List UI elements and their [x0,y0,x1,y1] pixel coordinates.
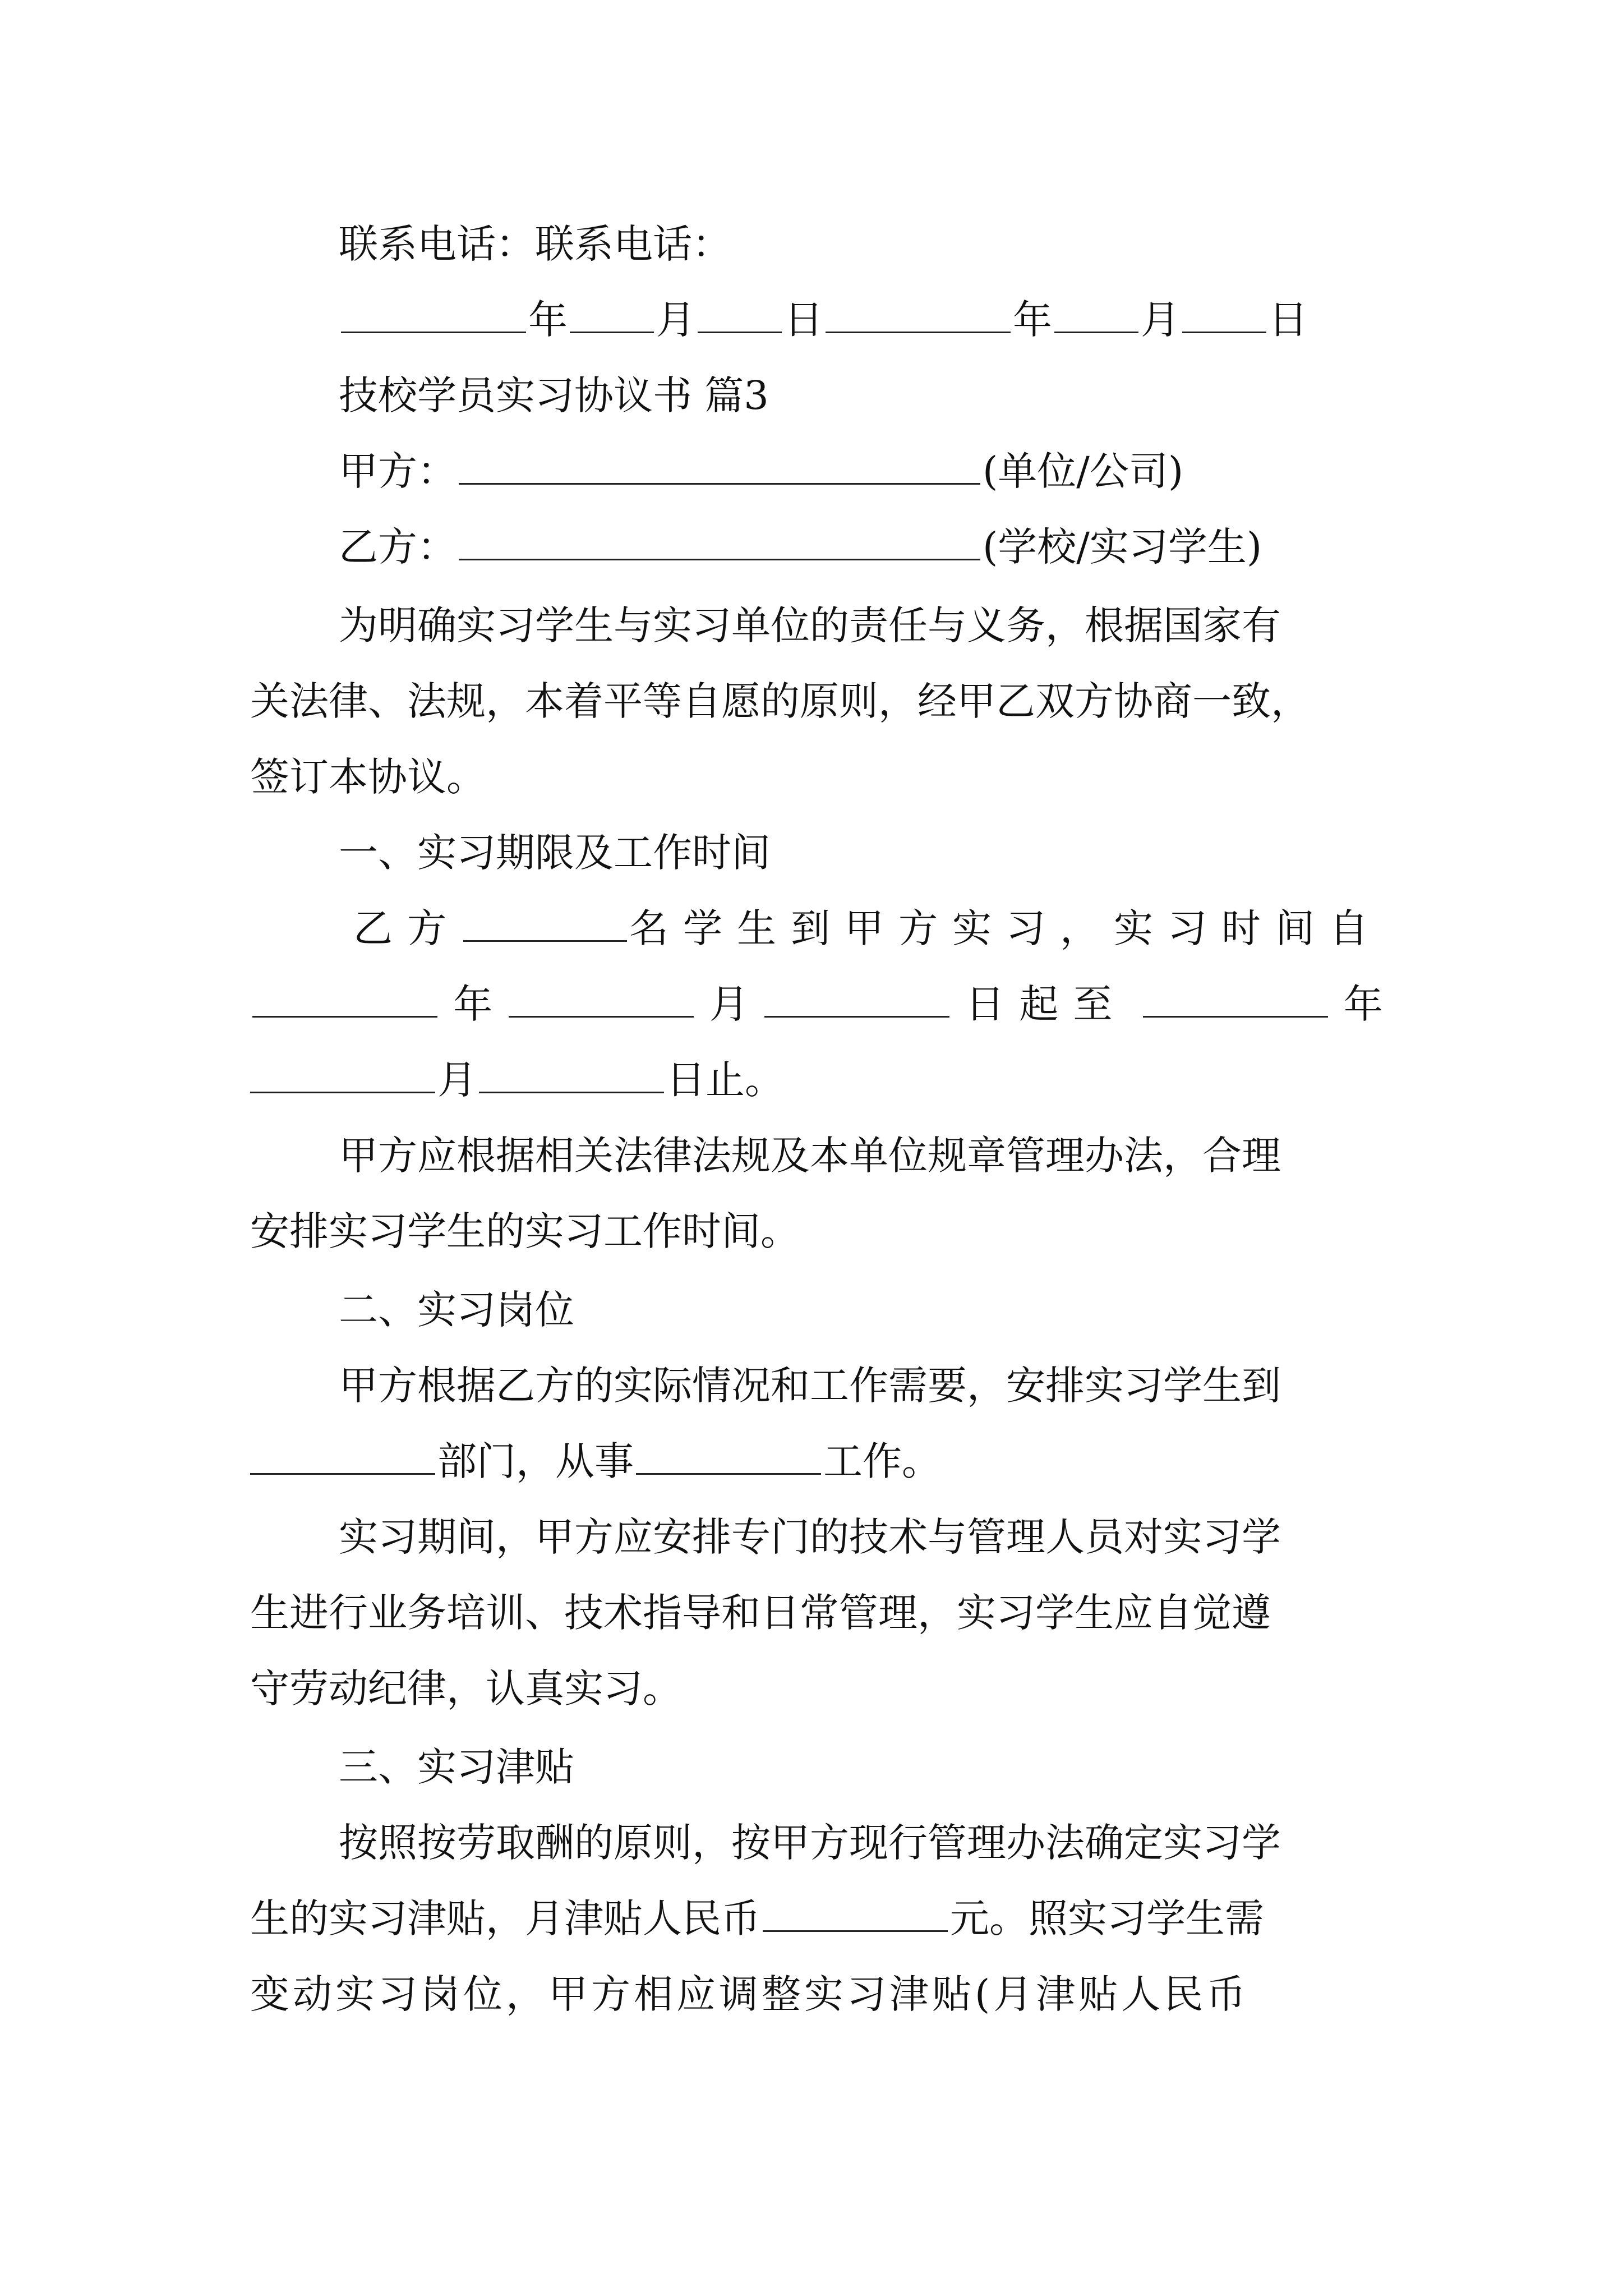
s3-allowance-text: 生的实习津贴，月津贴人民币 [250,1895,760,1941]
s2-dept-blank [250,1434,435,1475]
blank-day-b [1182,292,1266,333]
s3-allowance-suffix: 元。照实习学生需 [950,1895,1264,1941]
section-1-p1-line-1 [353,900,1383,956]
day-label-a: 日 [784,297,823,343]
party-a-label: 甲方： [339,448,457,494]
s1-month-label-2: 月 [437,1057,477,1103]
s2-dept-label: 部门，从事 [437,1438,634,1484]
s1-to-year-blank [1143,977,1328,1018]
s3-allowance-blank [763,1891,948,1932]
s2-work-blank [636,1434,821,1475]
year-label-b: 年 [1013,297,1052,343]
party-b-line [339,519,1383,575]
contact-line: 联系电话：联系电话： [339,221,731,267]
s1-year-label-2: 年 [1343,981,1383,1027]
s1-from-label: 日起至 [965,981,1127,1027]
month-label-a: 月 [656,297,695,343]
s1-month-label: 月 [709,981,749,1027]
s1-party-b: 乙方 [353,905,461,951]
section-1-heading: 一、实习期限及工作时间 [339,830,771,876]
section-2-p2-line-3: 守劳动纪律，认真实习。 [250,1665,682,1711]
intro-line-2: 关法律、法规，本着平等自愿的原则，经甲乙双方协商一致， [250,678,1310,724]
section-3-p1-line-3: 变动实习岗位，甲方相应调整实习津贴(月津贴人民币 [250,1971,1249,2017]
year-label-a: 年 [528,297,568,343]
blank-month-a [570,292,654,333]
s1-to-day-blank [479,1052,664,1093]
party-a-line [339,443,1383,499]
s1-end-label: 日止。 [666,1057,784,1103]
section-2-p2-line-2: 生进行业务培训、技术指导和日常管理，实习学生应自觉遵 [250,1590,1271,1636]
blank-month-b [1054,292,1138,333]
s1-count-blank [463,901,627,942]
s1-to-month-blank [250,1052,435,1093]
section-1-p2-line-1: 甲方应根据相关法律法规及本单位规章管理办法，合理 [339,1133,1281,1179]
document-title: 技校学员实习协议书 篇3 [339,372,769,418]
day-label-b: 日 [1269,297,1308,343]
blank-year-b [826,292,1011,333]
section-2-p1-line-1: 甲方根据乙方的实际情况和工作需要，安排实习学生到 [339,1363,1281,1409]
section-3-p1-line-1: 按照按劳取酬的原则，按甲方现行管理办法确定实习学 [339,1820,1281,1866]
section-1-p1-line-3 [250,1052,1383,1108]
section-3-heading: 三、实习津贴 [339,1744,574,1790]
section-2-heading: 二、实习岗位 [339,1287,574,1333]
blank-year-a [341,292,526,333]
section-2-p2-line-1: 实习期间，甲方应安排专门的技术与管理人员对实习学 [339,1514,1281,1560]
intro-line-1: 为明确实习学生与实习单位的责任与义务，根据国家有 [339,602,1281,648]
section-3-p1-line-2 [250,1890,1383,1947]
party-a-blank [459,444,980,485]
section-1-p2-line-2: 安排实习学生的实习工作时间。 [250,1208,800,1254]
party-b-blank [459,519,980,560]
date-line [339,292,1383,348]
party-b-label: 乙方： [339,524,457,570]
section-1-p1-line-2 [250,976,1383,1032]
party-a-suffix: (单位/公司) [983,448,1184,494]
s1-text-b: 名学生到甲方实习，实习时间自 [629,905,1383,951]
section-2-p1-line-2 [250,1433,1383,1489]
s1-from-day-blank [764,977,949,1018]
month-label-b: 月 [1141,297,1180,343]
s2-work-label: 工作。 [823,1438,941,1484]
intro-line-3: 签订本协议。 [250,754,486,800]
blank-day-a [698,292,782,333]
party-b-suffix: (学校/实习学生) [983,524,1262,570]
s1-year-label: 年 [453,981,493,1027]
s1-from-year-blank [252,977,437,1018]
s1-from-month-blank [509,977,694,1018]
